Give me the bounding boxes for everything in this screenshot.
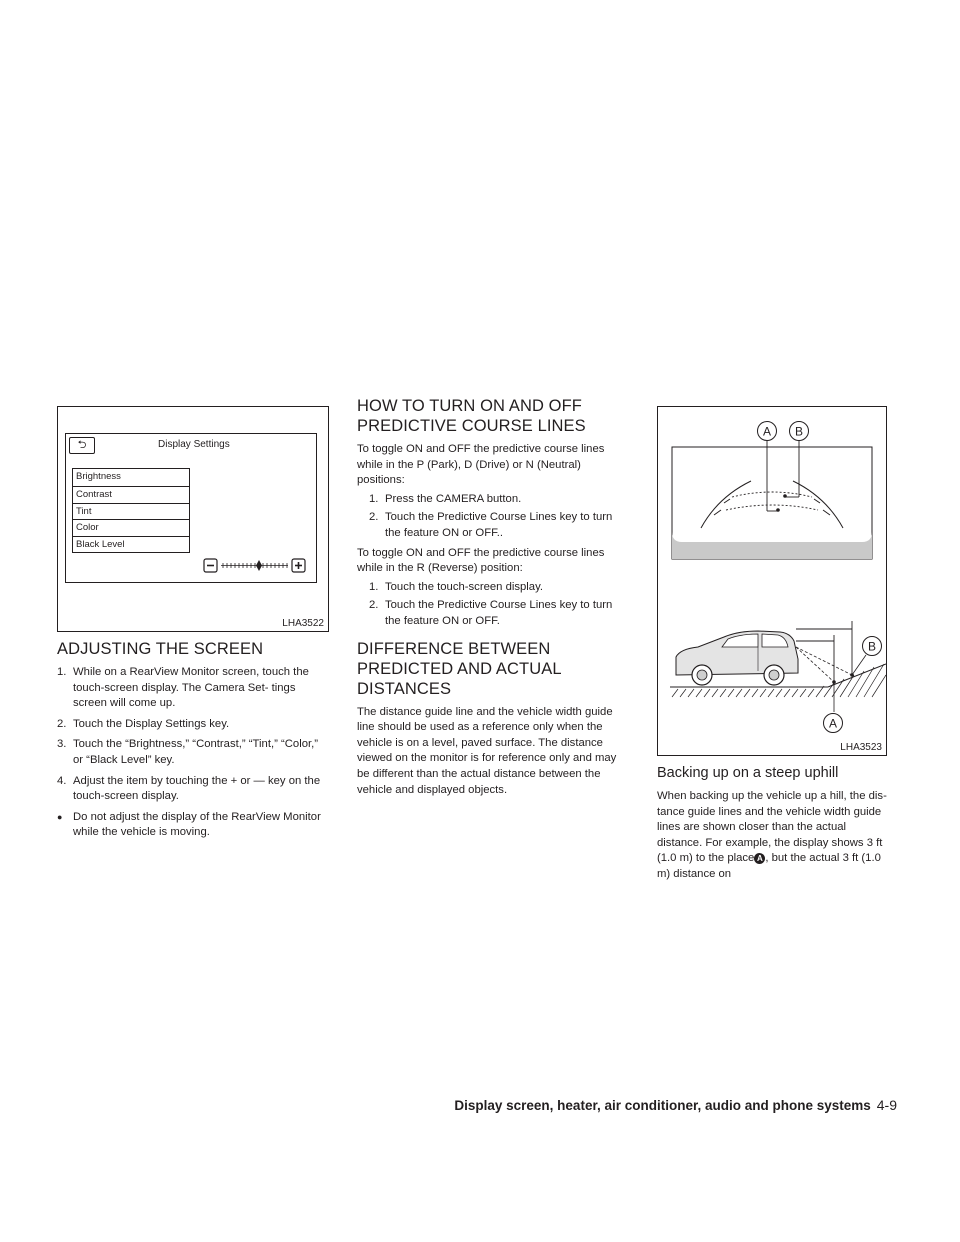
display-settings-screen [65, 433, 317, 583]
camera-view-illustration [658, 407, 886, 755]
heading-adjusting-screen: ADJUSTING THE SCREEN [57, 640, 264, 658]
back-button[interactable] [69, 437, 95, 454]
steps-reverse [357, 580, 631, 630]
label-a-side: A [828, 716, 838, 731]
menu-item-brightness[interactable]: Brightness [72, 469, 190, 487]
column-middle [357, 396, 631, 798]
screen-title: Display Settings [158, 439, 230, 450]
list-item: 3. Touch the “Brightness,” “Contrast,” “Tint,” “Color,” or “Black Level” key. [57, 738, 319, 766]
back-arrow-icon: ⮌ [77, 439, 87, 451]
list-item: 1. While on a RearView Monitor screen, touch the touch-screen display. The Camera Set- tings screen will come up. [57, 666, 309, 710]
uphill-figure [657, 406, 887, 756]
list-item: 2. Touch the Predictive Course Lines key to turn the feature ON or OFF.. [369, 511, 613, 539]
list-item: ● Do not adjust the display of the RearView Monitor while the vehicle is moving. [57, 810, 321, 839]
heading-steep-uphill: Backing up on a steep uphill [657, 765, 839, 781]
figure-code: LHA3523 [840, 742, 882, 753]
label-b-top: B [794, 424, 804, 439]
difference-paragraph: The distance guide line and the vehicle width guide line should be used as a reference only when the vehicle is on a level, paved surface. The distance viewed on the monitor is for reference only and may be different than the actual distance between the vehicle and displayed objects. [357, 705, 617, 796]
steps-park-drive [357, 492, 631, 542]
adjust-slider[interactable] [203, 557, 307, 575]
adjust-steps-list [57, 665, 329, 841]
heading-difference: DIFFERENCE BETWEEN PREDICTED AND ACTUAL DISTANCES [357, 639, 562, 698]
display-settings-figure [57, 406, 329, 632]
menu-item-black-level[interactable]: Black Level [72, 537, 190, 554]
intro-park-drive: To toggle ON and OFF the predictive course lines while in the P (Park), D (Drive) or N (Neutral) positions: [357, 443, 605, 487]
page-number: 4-9 [876, 1097, 897, 1113]
list-item: 1. Touch the touch-screen display. [369, 580, 544, 593]
column-left [57, 406, 329, 841]
bullet-icon: ● [57, 811, 63, 822]
list-item: 1. Press the CAMERA button. [369, 492, 522, 505]
uphill-paragraph: When backing up the vehicle up a hill, the dis- tance guide lines and the vehicle width guide lines are shown closer than the actual distance. For example, the display shows 3 ft (1.0 m) to the place A , but the actual 3 ft (1.0 m) distance on [657, 790, 887, 880]
label-b-side: B [867, 639, 877, 654]
menu-item-tint[interactable]: Tint [72, 504, 190, 521]
list-item: 4. Adjust the item by touching the + or — key on the touch-screen display. [57, 774, 321, 803]
heading-predictive-lines: HOW TO TURN ON AND OFF PREDICTIVE COURSE LINES [357, 397, 586, 435]
marker-a-icon: A [754, 853, 765, 864]
intro-reverse: To toggle ON and OFF the predictive course lines while in the R (Reverse) position: [357, 546, 605, 575]
menu-item-contrast[interactable]: Contrast [72, 487, 190, 504]
menu-item-color[interactable]: Color [72, 520, 190, 537]
settings-menu [72, 468, 190, 553]
footer-section-title: Display screen, heater, air conditioner, audio and phone systems [454, 1098, 871, 1113]
list-item: 2. Touch the Predictive Course Lines key to turn the feature ON or OFF. [369, 599, 613, 627]
page-footer [422, 1097, 897, 1115]
label-a-top: A [762, 424, 772, 439]
figure-code: LHA3522 [282, 618, 324, 629]
column-right [657, 406, 887, 883]
list-item: 2. Touch the Display Settings key. [57, 717, 230, 730]
